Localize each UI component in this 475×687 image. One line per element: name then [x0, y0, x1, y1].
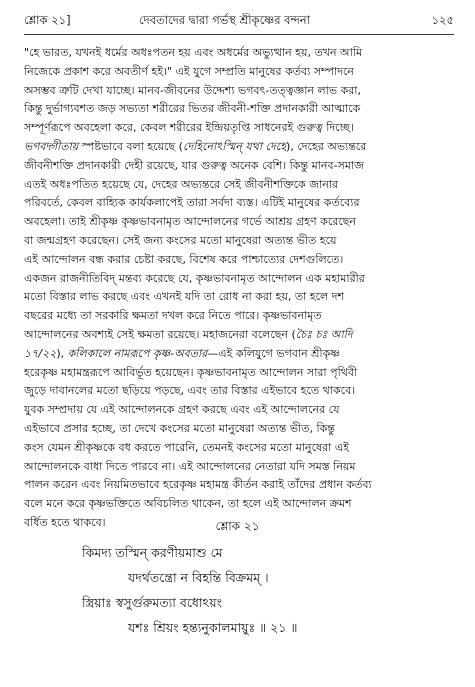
text-segment: এতই অধঃপতিত হয়েছে যে, দেহের অভ্যন্তরে সেই জীবনীশক্তিকে জানার [24, 177, 339, 191]
italic-text: দেহিনোঽস্মিন্ যথা দেহে [182, 139, 287, 153]
text-line [24, 288, 454, 307]
text-line [24, 364, 454, 383]
text-segment: বর্ধিত হতে থাকবে। [24, 515, 106, 529]
text-line [24, 157, 454, 176]
text-line [24, 495, 454, 514]
text-line [24, 213, 454, 232]
text-segment: স্পষ্টভাবে বলা হয়েছে ( [81, 139, 183, 153]
text-line [24, 382, 454, 401]
text-segment: হরেকৃষ্ণ মহামন্ত্ররূপে আবির্ভূত হয়েছেন। কৃষ্ণভাবনামৃত আন্দোলন সারা পৃথিবী [24, 365, 358, 379]
italic-text: ভগবদ্গীতায় [24, 139, 82, 153]
text-segment: একজন রাজনীতিবিদ্ মন্তব্য করেছে যে, কৃষ্ণভাবনামৃত আন্দোলন এক মহামারীর [24, 271, 365, 285]
italic-text: চৈঃ চঃ আদি [295, 327, 353, 341]
text-segment: কিন্তু দুর্ভাগ্যবশত জড় সভ্যতা শরীরের ভিতর জীবনী-শক্তি প্রদানকারী আত্মাকে [24, 102, 361, 116]
text-line [24, 439, 454, 458]
text-segment: অবহেলা। তাই শ্রীকৃষ্ণ কৃষ্ণভাবনামৃত আন্দোলনের গর্ভে আশ্রয় গ্রহণ করেছেন [24, 215, 356, 229]
page-header [24, 10, 454, 30]
text-line [24, 176, 454, 195]
text-line [24, 270, 454, 289]
text-line [24, 232, 454, 251]
text-segment: "হে ভারত, যখনই ধর্মের অধঃপতন হয় এবং অধর্মের অভ্যুত্থান হয়, তখন আমি [24, 46, 363, 59]
text-line [24, 345, 454, 364]
text-segment: আন্দোলনকে বাধা দিতে পারবে না। এই আন্দোলনের নেতারা যদি সমস্ত নিয়ম [24, 459, 356, 473]
text-line [24, 100, 454, 119]
text-line [24, 138, 454, 157]
text-line [24, 82, 454, 101]
verse-heading: শ্লোক ২১ [215, 519, 260, 533]
header-rule [24, 34, 454, 35]
text-segment: ), [56, 346, 68, 360]
verse-line: কিমদ্য তস্মিন্ করণীয়মাশু মে [82, 545, 223, 560]
verse-line: যশঃ শ্রিয়ং হন্ত্যনুকালমায়ুঃ ॥ ২১ ॥ [128, 620, 298, 635]
text-segment: পরিবর্তে, কেবল বাহ্যিক কার্যকলাপেই তারা সর্বদা ব্যস্ত। এটিই মানুষের কর্তব্যের [24, 196, 360, 210]
text-segment: মতো বিস্তার লাভ করছে এবং এখনই যদি তা রোধ না করা হয়, তা হলে দশ [24, 290, 345, 304]
chapter-title: দেবতাদের দ্বারা গর্ভস্থ শ্রীকৃষ্ণের বন্দনা [139, 13, 311, 27]
italic-text: কলিকালে নামরূপে কৃষ্ণ-অবতার [67, 346, 208, 360]
text-segment: এইভাবে প্রসার হচ্ছে, তা দেখে কংসের মতো মানুষেরা অত্যন্ত ভীত, কিন্তু [24, 421, 335, 435]
text-segment: নিজেকে প্রকাশ করে অবতীর্ণ হই।" এই যুগে সম্প্রতি মানুষের কর্তব্য সম্পাদনে [24, 64, 354, 78]
page-number: ১২৫ [431, 13, 454, 27]
verse-line: যদর্থতন্ত্রো ন বিহন্তি বিক্রমম্ । [128, 570, 269, 585]
text-line [24, 420, 454, 439]
text-segment: জীবনীশক্তি প্রদানকারী দেহী রয়েছে, যার গুরুত্ব অনেক বেশি। কিন্তু মানব-সমাজ [24, 158, 364, 172]
text-segment: ), দেহের অভ্যন্তরে [286, 139, 367, 153]
text-segment: কংস যেমন শ্রীকৃষ্ণকে বধ করতে পারেনি, তেমনই কংসের মতো মানুষেরা এই [24, 440, 349, 454]
text-segment: এই আন্দোলন বন্ধ করার চেষ্টা করছে, বিশেষ করে পাশ্চাত্যের দেশগুলিতে। [24, 252, 344, 266]
text-segment: বলে মনে করে কৃষ্ণভক্তিতে অবিচলিত থাকেন, তা হলে এই আন্দোলন ক্রমশ [24, 497, 352, 511]
italic-text: ১৭/২২ [24, 346, 57, 360]
text-line [24, 251, 454, 270]
text-line [24, 119, 454, 138]
text-segment: পালন করেন এবং নিয়মিতভাবে হরেকৃষ্ণ মহামন্ত্র কীর্তন করাই তাঁদের প্রধান কর্তব্য [24, 478, 372, 492]
text-segment: জুড়ে দাবানলের মতো ছড়িয়ে পড়ছে, এবং তার বিস্তার এইভাবে হতে থাকবে। [24, 384, 356, 398]
purport-text [24, 44, 454, 533]
text-segment: সম্পূর্ণরূপে অবহেলা করে, কেবল শরীরের ইন্দ্রিয়তৃপ্তি সাধনেরই গুরুত্ব দিচ্ছে। [24, 121, 354, 135]
text-line [24, 326, 454, 345]
text-segment: বা জন্মগ্রহণ করেছেন। সেই জন্য কংসের মতো মানুষেরা অত্যন্ত ভীত হয়ে [24, 233, 337, 247]
text-line [24, 63, 454, 82]
text-line [24, 401, 454, 420]
verse-reference: শ্লোক ২১] [24, 13, 71, 27]
text-segment: আন্দোলনের অবশ্যই সেই ক্ষমতা রয়েছে। মহাজনেরা বলেছেন ( [24, 327, 296, 341]
verse-line: স্ত্রিয়াঃ স্বসুর্গুরুমত্যা বধোঽয়ং [82, 595, 223, 610]
text-line [24, 44, 454, 63]
text-line [24, 307, 454, 326]
text-segment: অসম্ভব ত্রুটি দেখা যাচ্ছে। মানব-জীবনের উদ্দেশ্য ভগবৎ-তত্ত্বজ্ঞান লাভ করা, [24, 83, 361, 97]
text-segment: বছরের মধ্যে তা সরকারি ক্ষমতা দখল করে নিতে পারে। কৃষ্ণভাবনামৃত [24, 309, 322, 323]
sanskrit-verse [82, 540, 442, 640]
text-line [24, 194, 454, 213]
text-line [24, 476, 454, 495]
text-segment: —এই কলিযুগে ভগবান শ্রীকৃষ্ণ [207, 346, 340, 360]
text-line [24, 458, 454, 477]
text-segment: যুবক সম্প্রদায় যে এই আন্দোলনকে গ্রহণ করছে এবং এই আন্দোলনের যে [24, 403, 340, 417]
